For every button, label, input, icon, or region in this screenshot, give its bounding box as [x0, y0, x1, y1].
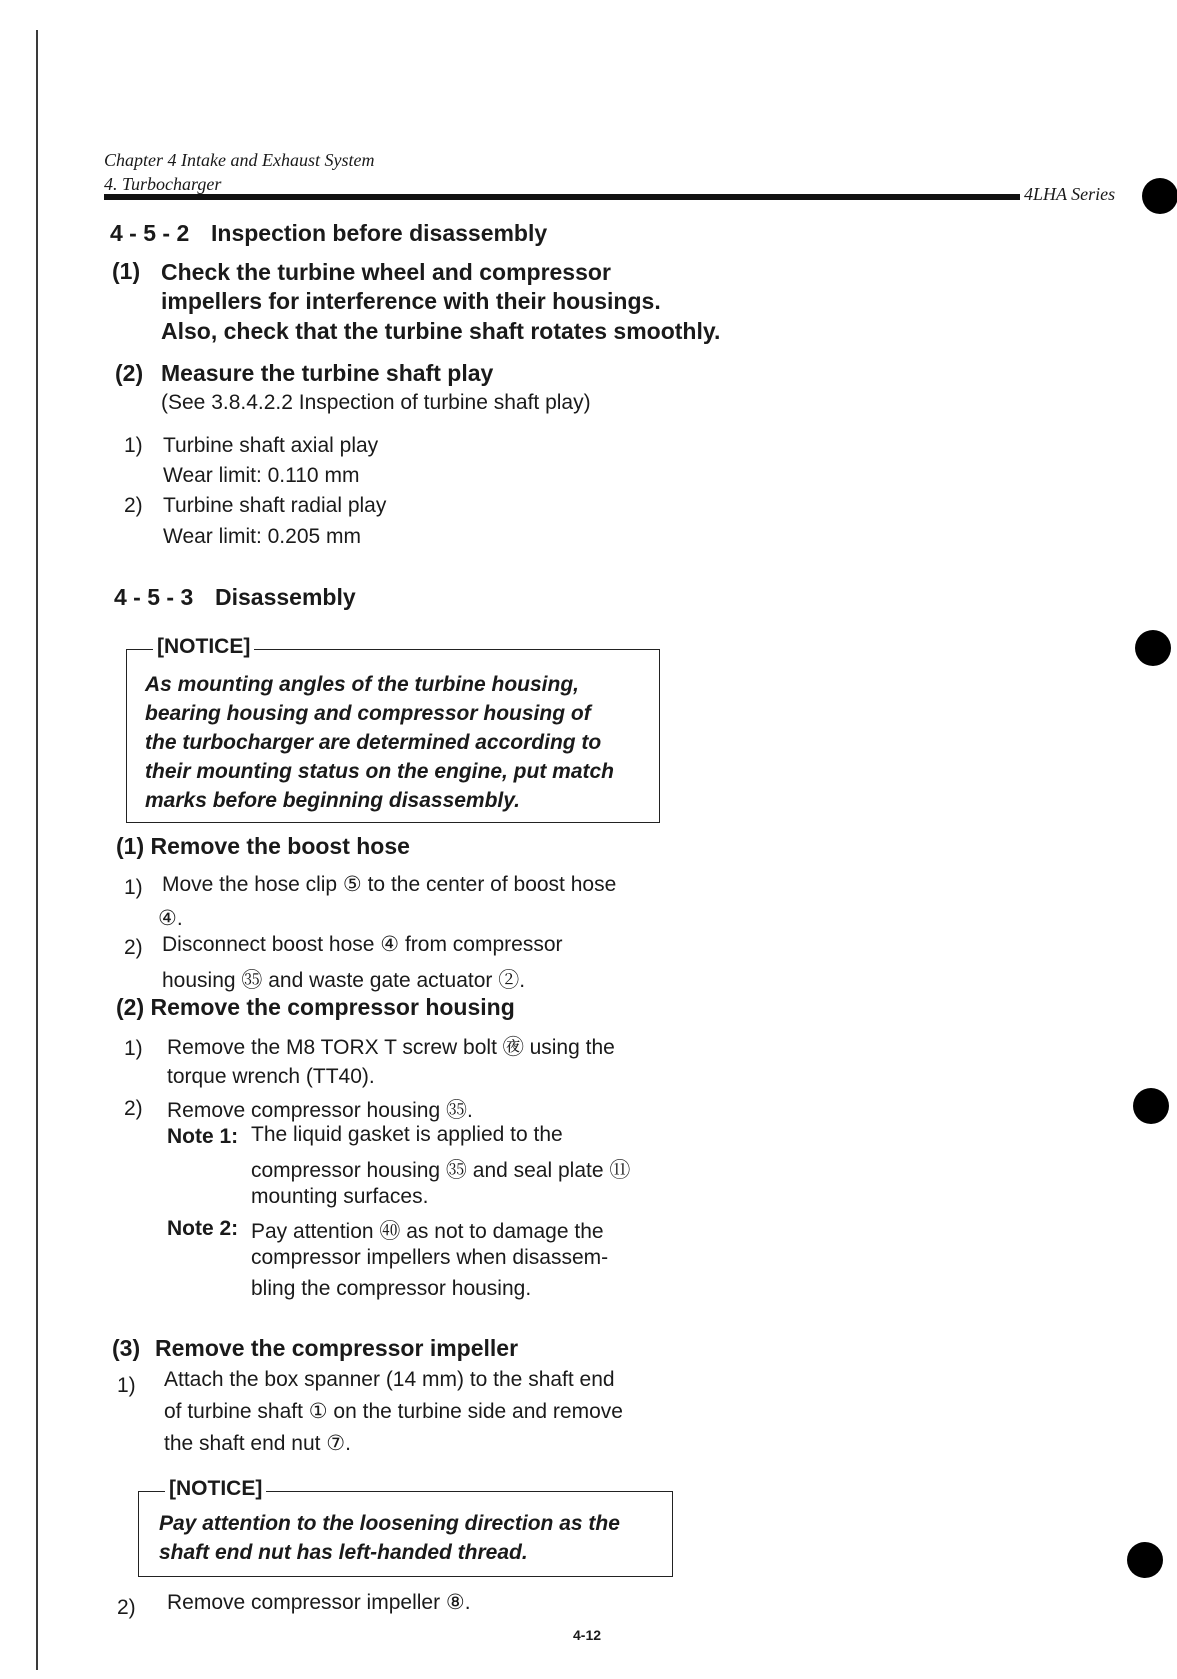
step-text: Attach the box spanner (14 mm) to the shaft end — [164, 1368, 615, 1391]
note-text: compressor housing ㉟ and seal plate ⑪ — [251, 1159, 631, 1182]
section-title: 4. Turbocharger — [104, 174, 222, 194]
step-text: housing ㉟ and waste gate actuator ②. — [162, 969, 526, 992]
series-label: 4LHA Series — [1024, 184, 1116, 204]
note-text: bling the compressor housing. — [251, 1277, 532, 1300]
notice-text: bearing housing and compressor housing of — [145, 702, 591, 725]
step-text: Remove compressor impeller ⑧. — [167, 1591, 471, 1614]
notice-text: As mounting angles of the turbine housing, — [145, 673, 579, 696]
page-number: 4-12 — [573, 1627, 602, 1643]
notice-title: [NOTICE] — [165, 1477, 266, 1501]
notice-text: shaft end nut has left-handed thread. — [159, 1541, 528, 1564]
section-number: 4 - 5 - 2 — [110, 220, 190, 246]
note-label: Note 1: — [167, 1125, 239, 1148]
step-text: of turbine shaft ① on the turbine side and remove — [164, 1400, 623, 1423]
binder-hole-dot — [1133, 1088, 1169, 1124]
note-label: Note 2: — [167, 1217, 239, 1240]
step-text: Disconnect boost hose ④ from compressor — [162, 933, 563, 956]
header-rule — [104, 194, 1020, 200]
step-number: 1) — [124, 434, 143, 457]
binder-hole-dot — [1142, 178, 1177, 214]
item-text: Check the turbine wheel and compressor — [161, 259, 611, 285]
notice-text: marks before beginning disassembly. — [145, 789, 521, 812]
step-text: Remove the M8 TORX T screw bolt ㊰ using the — [167, 1036, 615, 1059]
step-number: 2) — [124, 936, 143, 959]
notice-box — [138, 1477, 673, 1577]
section-number: 4 - 5 - 3 — [114, 584, 194, 610]
item-heading: (1) Remove the boost hose — [116, 833, 410, 859]
reference-text: (See 3.8.4.2.2 Inspection of turbine shaft play) — [161, 391, 591, 414]
note-text: Pay attention ㊵ as not to damage the — [251, 1220, 604, 1243]
step-number: 2) — [124, 494, 143, 517]
notice-text: the turbocharger are determined according to — [145, 731, 602, 754]
section-heading: Disassembly — [215, 584, 356, 610]
step-text: torque wrench (TT40). — [167, 1065, 375, 1088]
note-text: compressor impellers when disassem- — [251, 1246, 609, 1269]
binding-margin-line — [36, 30, 38, 1670]
wear-limit-radial: Wear limit: 0.205 mm — [163, 525, 361, 548]
item-heading: Remove the compressor impeller — [155, 1335, 519, 1361]
item-text: impellers for interference with their housings. — [161, 288, 661, 314]
item-number: (2) — [115, 360, 144, 386]
step-text: Turbine shaft radial play — [163, 494, 387, 517]
chapter-title: Chapter 4 Intake and Exhaust System — [104, 150, 375, 170]
notice-box — [126, 635, 660, 823]
step-number: 1) — [124, 876, 143, 899]
item-number: (3) — [112, 1335, 141, 1361]
note-text: mounting surfaces. — [251, 1185, 429, 1208]
item-heading: Measure the turbine shaft play — [161, 360, 494, 386]
step-text: Turbine shaft axial play — [163, 434, 379, 457]
binder-hole-dot — [1127, 1542, 1163, 1578]
item-text: Also, check that the turbine shaft rotates smoothly. — [161, 318, 721, 344]
step-number: 2) — [117, 1596, 136, 1619]
step-text: ④. — [158, 907, 183, 930]
notice-text: their mounting status on the engine, put match — [145, 760, 615, 783]
item-heading: (2) Remove the compressor housing — [116, 994, 515, 1020]
step-text: Remove compressor housing ㉟. — [167, 1099, 473, 1122]
step-number: 1) — [117, 1374, 136, 1397]
section-heading: Inspection before disassembly — [211, 220, 548, 246]
wear-limit-axial: Wear limit: 0.110 mm — [163, 464, 360, 487]
step-text: the shaft end nut ⑦. — [164, 1432, 351, 1455]
note-text: The liquid gasket is applied to the — [251, 1123, 563, 1146]
step-text: Move the hose clip ⑤ to the center of boost hose — [162, 873, 617, 896]
item-number: (1) — [112, 258, 141, 284]
notice-text: Pay attention to the loosening direction as the — [159, 1512, 620, 1535]
notice-title: [NOTICE] — [153, 635, 254, 659]
step-number: 1) — [124, 1037, 143, 1060]
binder-hole-dot — [1135, 630, 1171, 666]
step-number: 2) — [124, 1097, 143, 1120]
